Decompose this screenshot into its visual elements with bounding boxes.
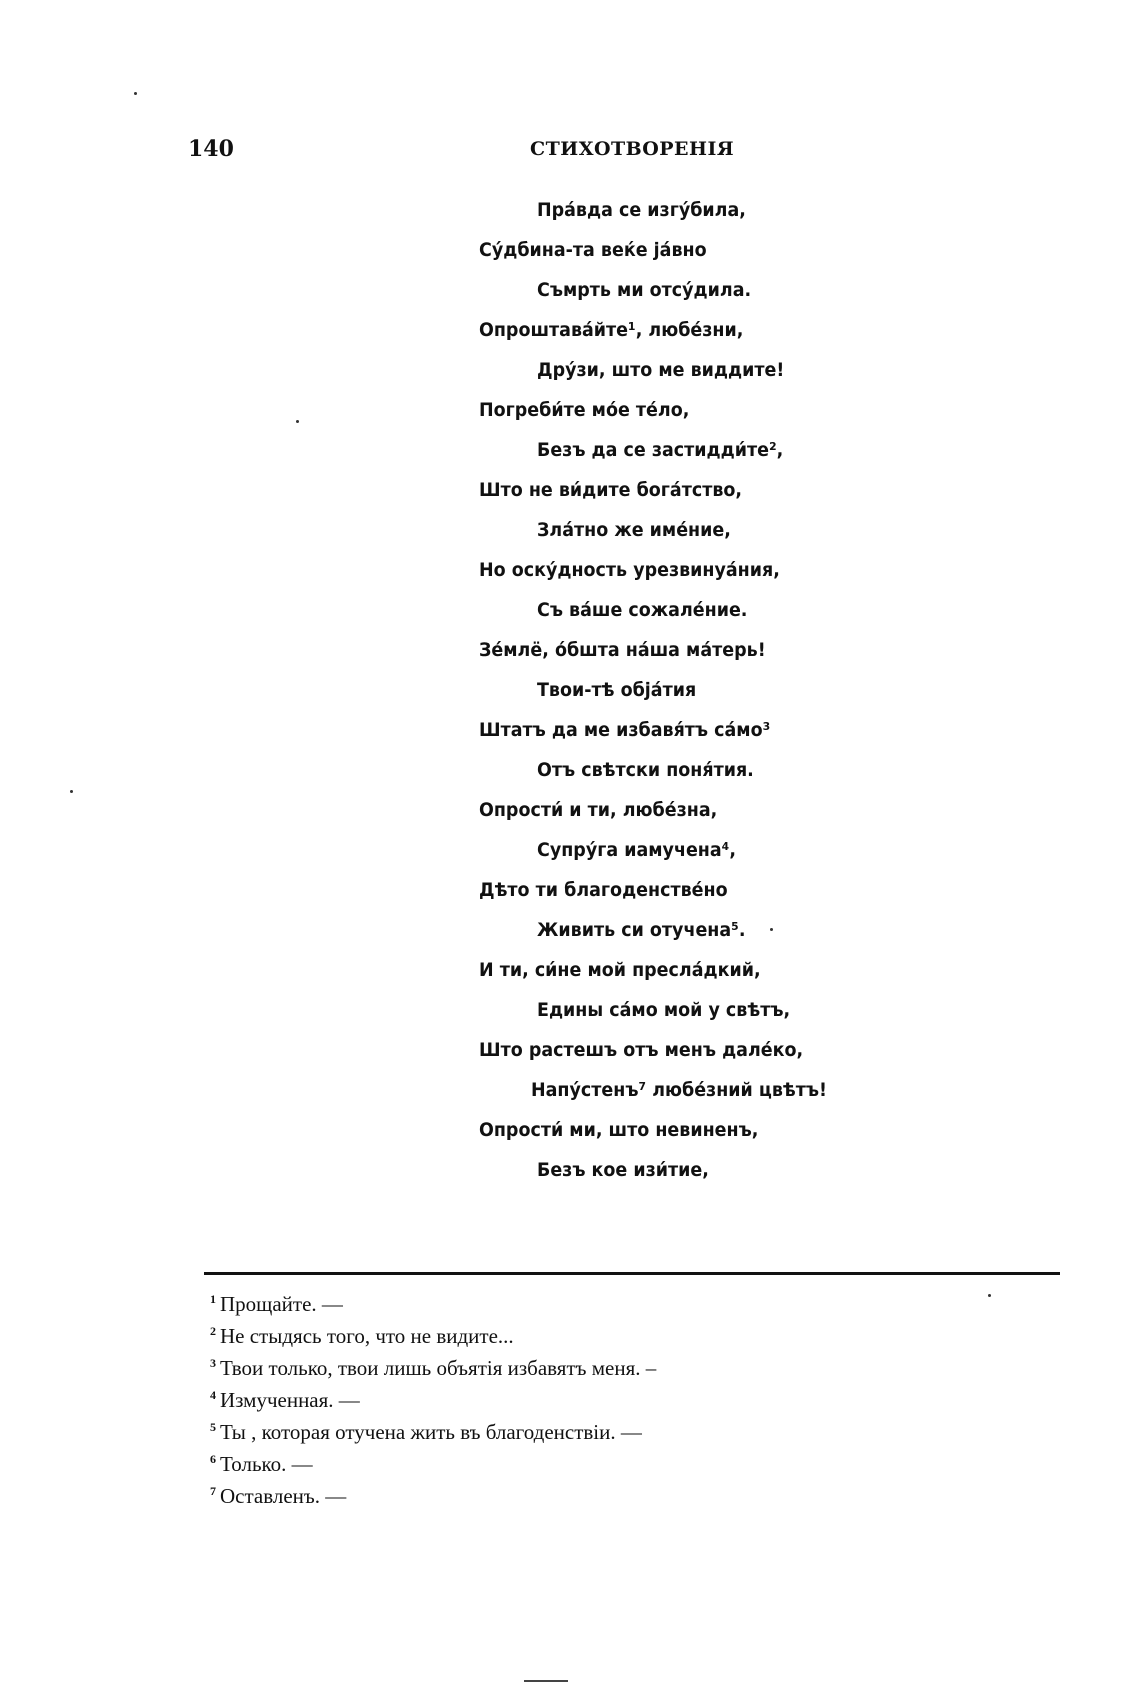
poem-line: Опрости́ и ти, любе́зна, <box>479 799 718 821</box>
footnote <box>210 1379 360 1411</box>
footnote-mark: 7 <box>210 1484 216 1498</box>
footnote-text: Только. — <box>220 1452 313 1476</box>
footnote-mark: 6 <box>210 1452 216 1466</box>
poem-line: Што не ви́дите бога́тство, <box>479 479 743 501</box>
footnote <box>210 1411 642 1443</box>
footnote-mark: 1 <box>210 1292 216 1306</box>
poem-line: Безъ кое изи́тие, <box>537 1159 709 1181</box>
poem-line: Твои-тѣ обја́тия <box>537 679 697 701</box>
footnote-separator <box>204 1272 1060 1275</box>
scan-speck <box>988 1294 991 1297</box>
scan-mark <box>524 1680 568 1682</box>
footnote-text: Не стыдясь того, что не видите... <box>220 1324 514 1348</box>
footnote <box>210 1283 343 1315</box>
scan-speck <box>770 928 773 931</box>
poem-line: Едины са́мо мой у свѣтъ, <box>537 999 791 1021</box>
poem-line: Съ ва́ше сожале́ние. <box>537 599 748 621</box>
footnote-mark: 4 <box>210 1388 216 1402</box>
poem-line: Супру́га иамучена⁴, <box>537 839 736 861</box>
poem-line: Зе́млё, о́бшта на́ша ма́терь! <box>479 639 766 661</box>
poem-line: Напу́стенъ⁷ любе́зний цвѣтъ! <box>531 1079 827 1101</box>
scan-speck <box>134 92 137 95</box>
footnote-mark: 3 <box>210 1356 216 1370</box>
poem-line: Зла́тно же име́ние, <box>537 519 731 541</box>
footnote-text: Прощайте. — <box>220 1292 343 1316</box>
footnote-mark: 5 <box>210 1420 216 1434</box>
poem-line: Опроштава́йте¹, любе́зни, <box>479 319 744 341</box>
poem-line: И ти, си́не мой пресла́дкий, <box>479 959 761 981</box>
poem-line: Су́дбина-та веќе ја́вно <box>479 239 707 261</box>
poem-line: Пра́вда се изгу́била, <box>537 199 746 221</box>
footnote-text: Твои только, твои лишь объятія избавятъ меня. – <box>220 1356 657 1380</box>
scan-speck <box>70 790 73 793</box>
poem-line: Штатъ да ме избавя́тъ са́мо³ <box>479 719 771 741</box>
poem-line: Съмрть ми отсу́дила. <box>537 279 752 301</box>
footnote-text: Измученная. — <box>220 1388 360 1412</box>
footnote-text: Ты , которая отучена жить въ благоденствіи. — <box>220 1420 642 1444</box>
scan-speck <box>296 420 299 423</box>
footnote <box>210 1475 346 1507</box>
footnote-text: Оставленъ. — <box>220 1484 347 1508</box>
poem-line: Дѣто ти благоденстве́но <box>479 879 728 901</box>
poem-line: Погреби́те мо́е те́ло, <box>479 399 690 421</box>
footnote <box>210 1347 656 1379</box>
footnote-mark: 2 <box>210 1324 216 1338</box>
poem-line: Дру́зи, што ме виддите! <box>537 359 785 381</box>
page-header <box>188 136 748 168</box>
footnote <box>210 1315 514 1347</box>
poem-line: Што растешъ отъ менъ дале́ко, <box>479 1039 804 1061</box>
page-number: 140 <box>188 136 234 162</box>
poem-line: Живить си отучена⁵. <box>537 919 746 941</box>
running-title: СТИХОТВОРЕНІЯ <box>530 138 735 160</box>
footnote <box>210 1443 313 1475</box>
poem-line: Но оску́дность урезвинуа́ния, <box>479 559 780 581</box>
poem-line: Безъ да се застидди́те², <box>537 439 784 461</box>
poem-line: Опрости́ ми, што невиненъ, <box>479 1119 759 1141</box>
poem-line: Отъ свѣтски поня́тия. <box>537 759 754 781</box>
